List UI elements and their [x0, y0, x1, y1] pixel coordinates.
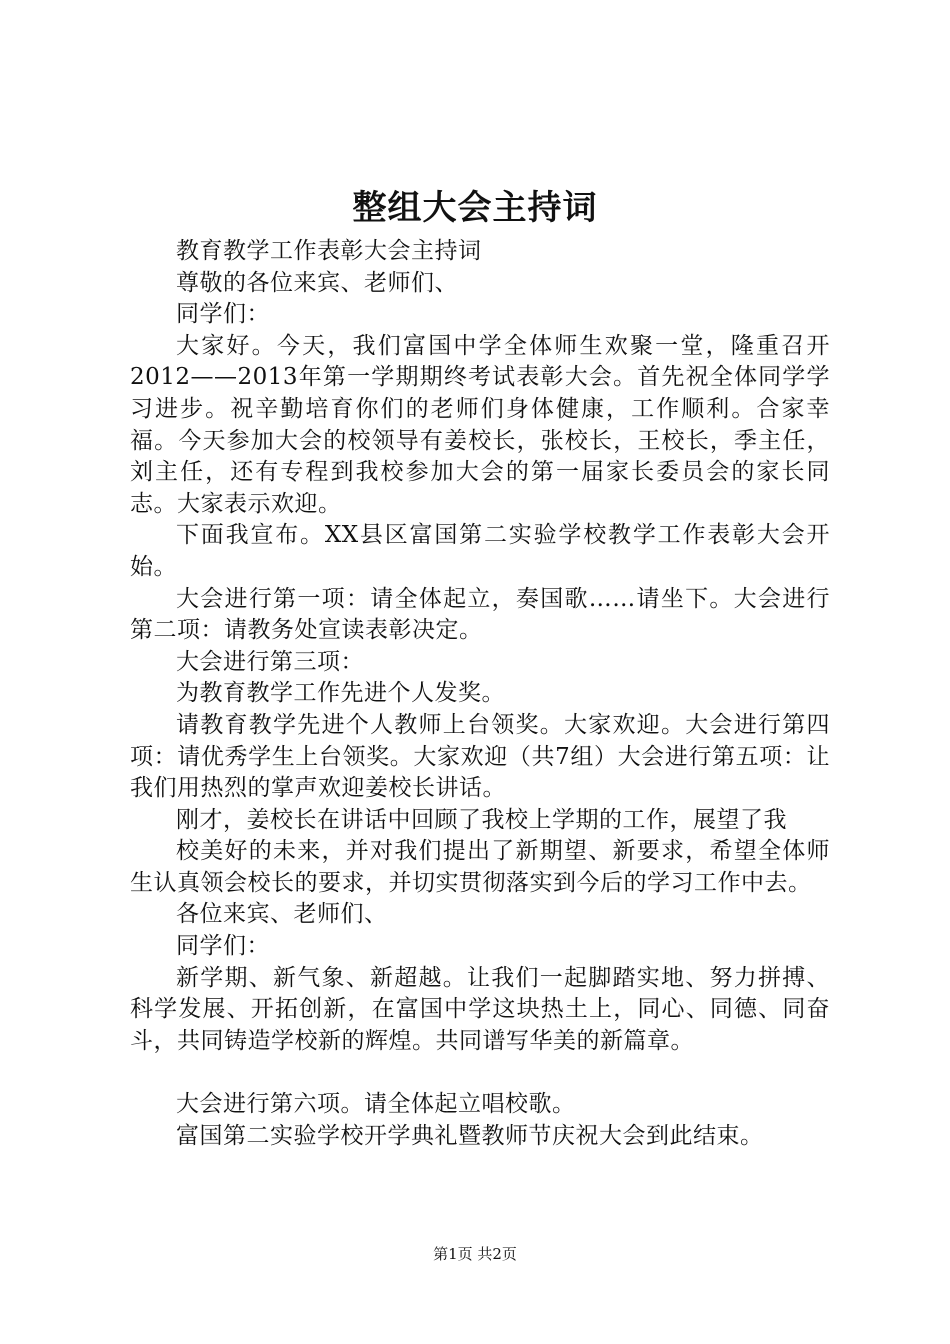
paragraph: 同学们：: [176, 301, 270, 328]
document-title: 整组大会主持词: [352, 188, 598, 228]
paragraph: 同学们：: [176, 933, 270, 960]
paragraph: 大会进行第一项：请全体起立，奏国歌……请坐下。大会进行第二项：请教务处宣读表彰决定。: [130, 585, 830, 644]
paragraph: 尊敬的各位来宾、老师们、: [176, 269, 458, 296]
paragraph: 为教育教学工作先进个人发奖。: [176, 680, 505, 707]
document-body: [130, 236, 830, 1152]
paragraph: 校美好的未来，并对我们提出了新期望、新要求，希望全体师生认真领会校长的要求，并切实贯彻落实到今后的学习工作中去。: [130, 838, 830, 896]
paragraph: 大会进行第三项：: [176, 648, 364, 675]
paragraph: 富国第二实验学校开学典礼暨教师节庆祝大会到此结束。: [176, 1122, 764, 1149]
paragraph: 下面我宣布。XX县区富国第二实验学校教学工作表彰大会开始。: [130, 522, 830, 580]
paragraph: 大会进行第六项。请全体起立唱校歌。: [176, 1091, 576, 1118]
paragraph: 大家好。今天，我们富国中学全体师生欢聚一堂，隆重召开2012——2013年第一学期期终考试表彰大会。首先祝全体同学学习进步。祝辛勤培育你们的老师们身体健康，工作顺利。合家幸福。今天参加大会的校领导有姜校长，张校长，王校长，季主任，刘主任，还有专程到我校参加大会的第一届家长委员会的家长同志。大家表示欢迎。: [130, 332, 830, 517]
paragraph: 教育教学工作表彰大会主持词: [176, 238, 482, 264]
paragraph-gap: [130, 1057, 830, 1089]
page-footer: 第1页 共2页: [433, 1245, 517, 1263]
paragraph: 刚才，姜校长在讲话中回顾了我校上学期的工作，展望了我: [176, 806, 787, 833]
paragraph: 新学期、新气象、新超越。让我们一起脚踏实地、努力拼搏、科学发展、开拓创新，在富国中学这块热土上，同心、同德、同奋斗，共同铸造学校新的辉煌。共同谱写华美的新篇章。: [130, 964, 830, 1054]
paragraph: 各位来宾、老师们、: [176, 901, 388, 928]
paragraph: 请教育教学先进个人教师上台领奖。大家欢迎。大会进行第四项：请优秀学生上台领奖。大家欢迎（共7组）大会进行第五项：让我们用热烈的掌声欢迎姜校长讲话。: [130, 711, 830, 802]
